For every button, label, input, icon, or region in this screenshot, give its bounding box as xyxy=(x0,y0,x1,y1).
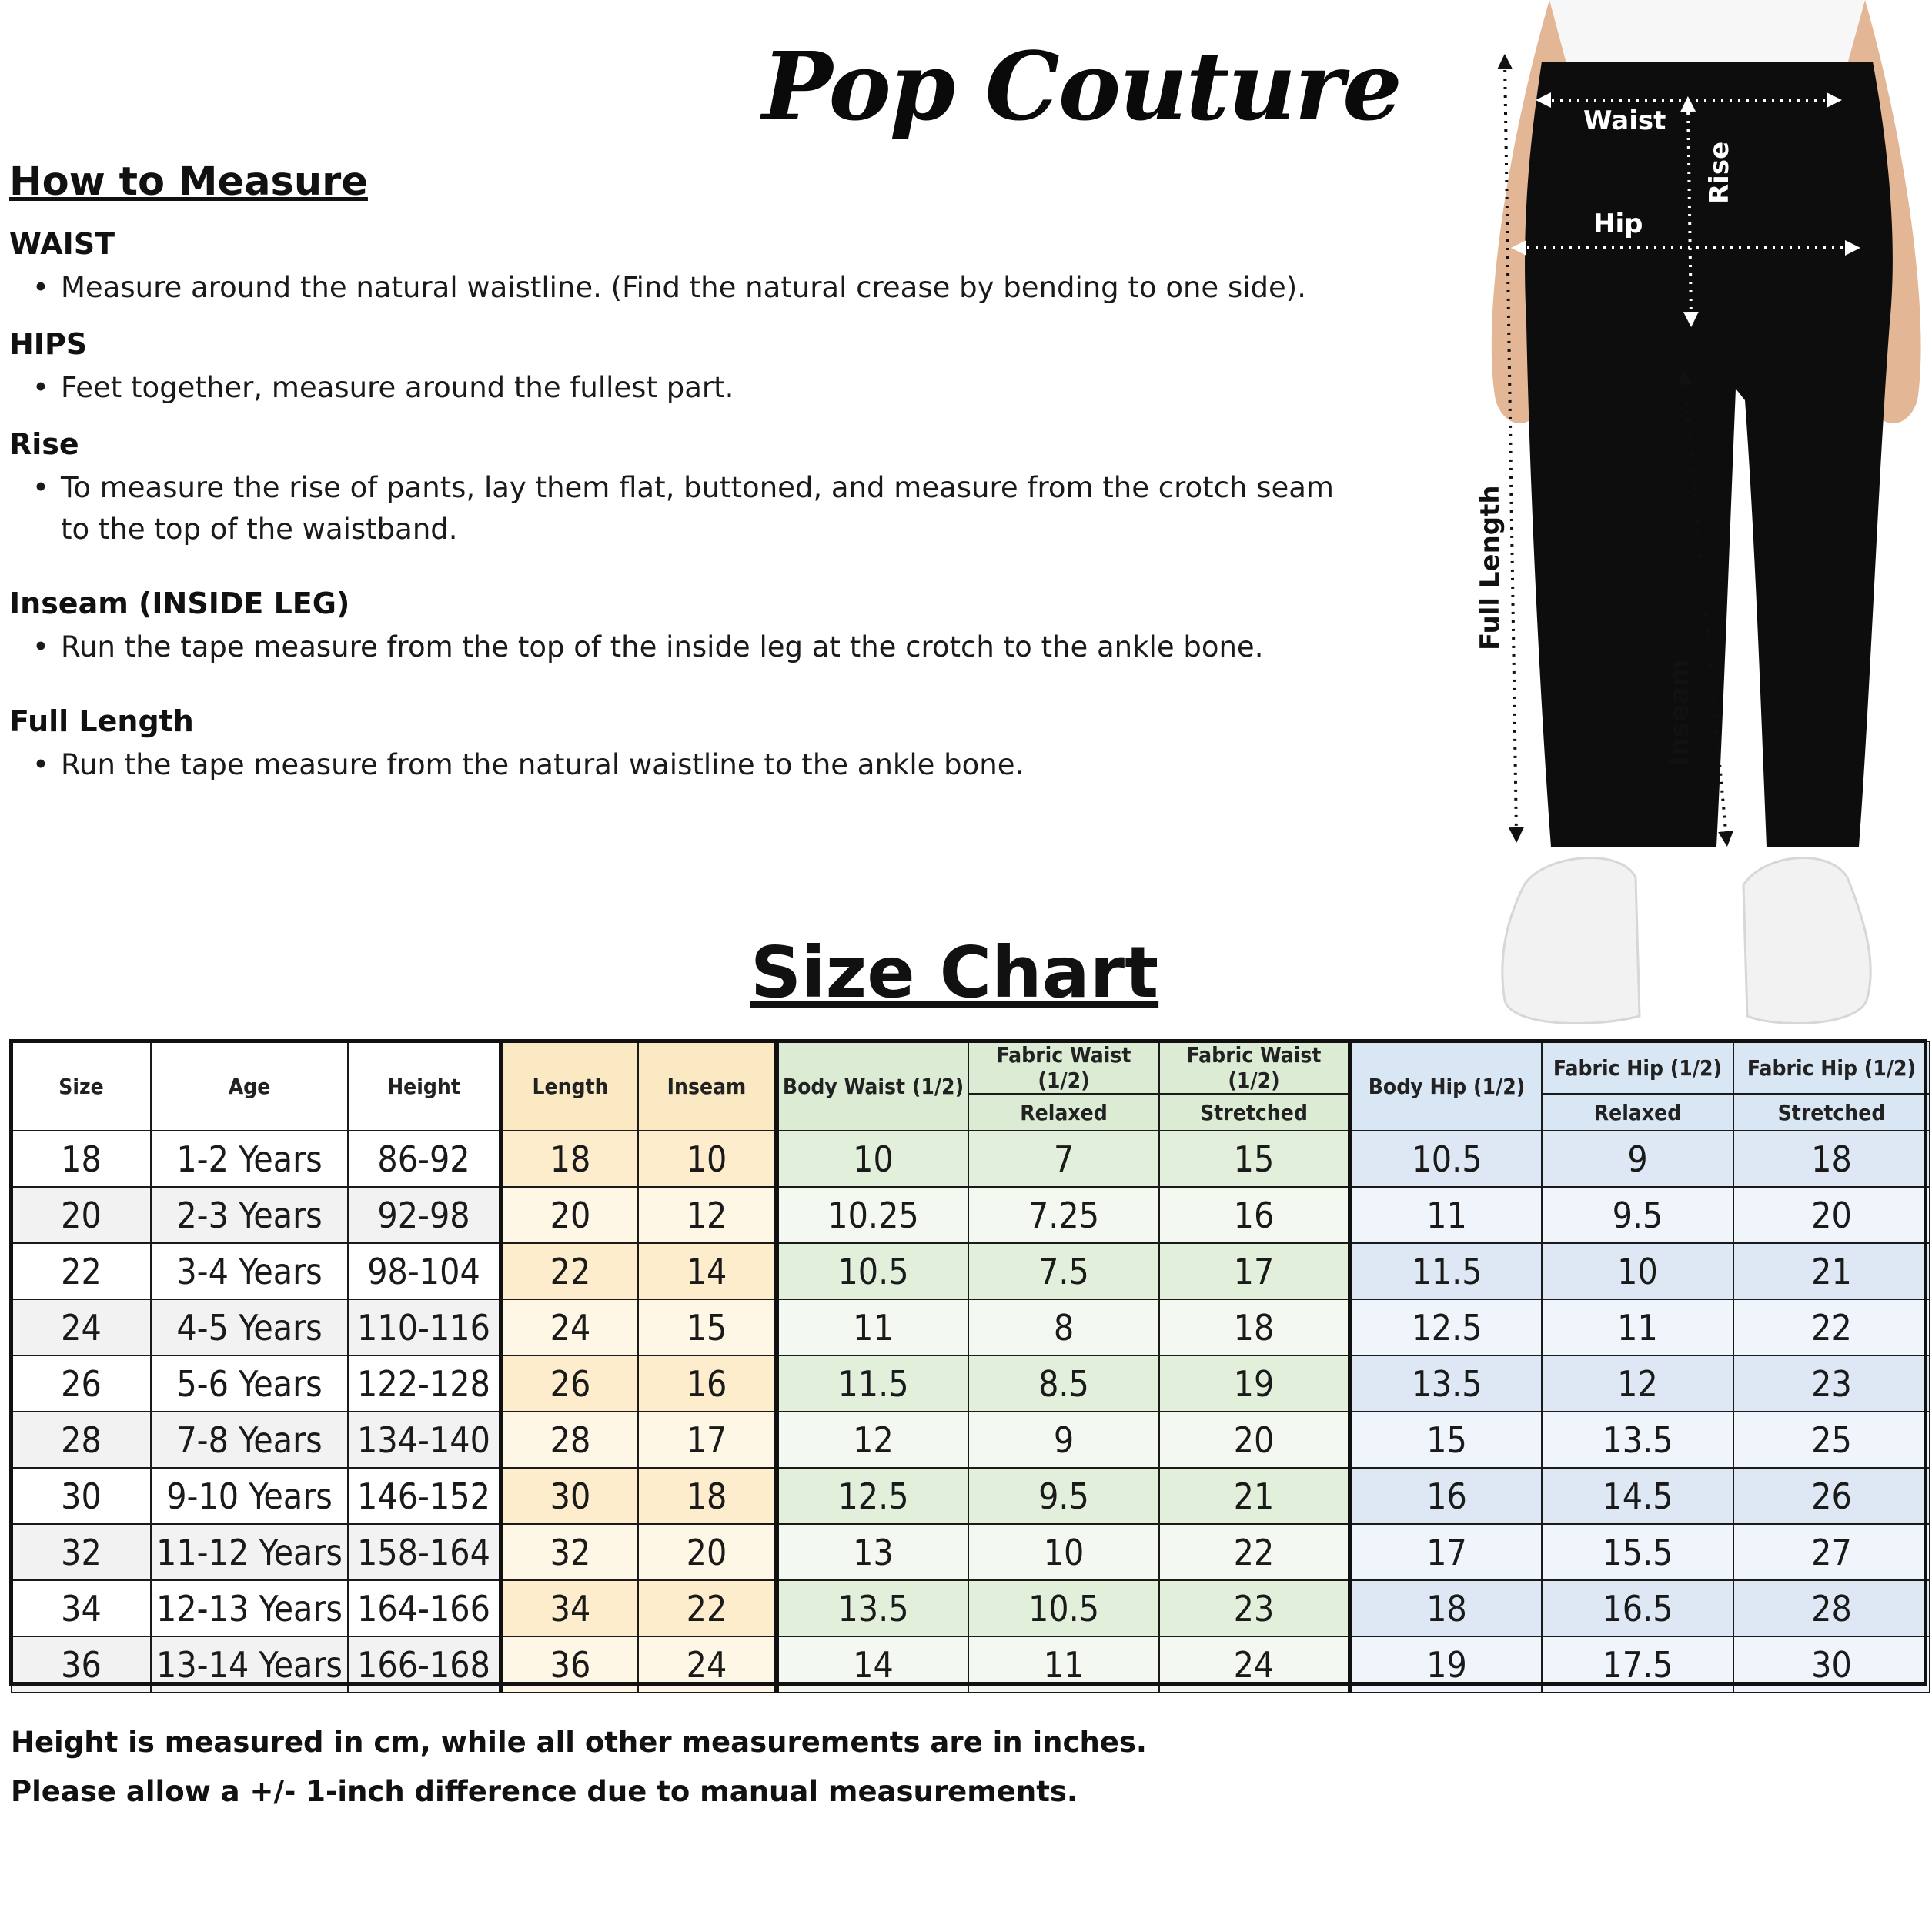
waist-instruction xyxy=(32,267,1306,309)
cell-inseam: 24 xyxy=(638,1636,777,1693)
subheader-relaxed: Relaxed xyxy=(1542,1094,1733,1131)
cell-height: 98-104 xyxy=(348,1243,501,1299)
cell-age: 3-4 Years xyxy=(151,1243,348,1299)
hips-instruction-text: Feet together, measure around the fullest part. xyxy=(61,371,734,404)
cell-length: 24 xyxy=(501,1299,638,1355)
cell-body-waist: 14 xyxy=(777,1636,968,1693)
waist-instruction-text: Measure around the natural waistline. (Find the natural crease by bending to one side). xyxy=(61,271,1306,304)
cell-body-waist: 10.5 xyxy=(777,1243,968,1299)
cell-fabric-hip-stretched: 27 xyxy=(1733,1524,1930,1580)
tolerance-note: Please allow a +/- 1-inch difference due to manual measurements. xyxy=(11,1775,1078,1808)
cell-body-hip: 11.5 xyxy=(1350,1243,1542,1299)
cell-fabric-hip-stretched: 30 xyxy=(1733,1636,1930,1693)
cell-fabric-hip-stretched: 22 xyxy=(1733,1299,1930,1355)
cell-age: 5-6 Years xyxy=(151,1355,348,1412)
bullet-icon: • xyxy=(32,271,49,304)
cell-age: 13-14 Years xyxy=(151,1636,348,1693)
inseam-heading: Inseam (INSIDE LEG) xyxy=(9,587,350,620)
cell-length: 26 xyxy=(501,1355,638,1412)
size-chart-table xyxy=(11,1041,1930,1693)
inseam-instruction-text: Run the tape measure from the top of the inside leg at the crotch to the ankle bone. xyxy=(61,630,1264,663)
cell-length: 18 xyxy=(501,1131,638,1187)
cell-size: 26 xyxy=(12,1355,151,1412)
cell-fabric-hip-relaxed: 14.5 xyxy=(1542,1468,1733,1524)
table-row xyxy=(12,1243,1930,1299)
header-height: Height xyxy=(348,1041,501,1131)
cell-body-waist: 12 xyxy=(777,1412,968,1468)
cell-fabric-hip-relaxed: 9 xyxy=(1542,1131,1733,1187)
cell-age: 4-5 Years xyxy=(151,1299,348,1355)
cell-fabric-hip-stretched: 21 xyxy=(1733,1243,1930,1299)
cell-size: 28 xyxy=(12,1412,151,1468)
cell-inseam: 15 xyxy=(638,1299,777,1355)
cell-inseam: 16 xyxy=(638,1355,777,1412)
cell-body-hip: 16 xyxy=(1350,1468,1542,1524)
header-fabric-hip-relaxed: Fabric Hip (1/2) xyxy=(1542,1041,1733,1094)
cell-size: 20 xyxy=(12,1187,151,1243)
table-row xyxy=(12,1636,1930,1693)
cell-size: 22 xyxy=(12,1243,151,1299)
table-row xyxy=(12,1524,1930,1580)
cell-length: 20 xyxy=(501,1187,638,1243)
cell-fabric-waist-stretched: 23 xyxy=(1159,1580,1350,1636)
how-to-measure-title: How to Measure xyxy=(9,159,368,205)
cell-inseam: 22 xyxy=(638,1580,777,1636)
cell-fabric-hip-relaxed: 13.5 xyxy=(1542,1412,1733,1468)
size-chart-title: Size Chart xyxy=(750,931,1159,1014)
cell-age: 2-3 Years xyxy=(151,1187,348,1243)
cell-inseam: 12 xyxy=(638,1187,777,1243)
cell-size: 24 xyxy=(12,1299,151,1355)
cell-height: 122-128 xyxy=(348,1355,501,1412)
cell-fabric-hip-stretched: 26 xyxy=(1733,1468,1930,1524)
cell-height: 158-164 xyxy=(348,1524,501,1580)
full-length-heading: Full Length xyxy=(9,704,194,738)
cell-body-hip: 17 xyxy=(1350,1524,1542,1580)
cell-fabric-waist-relaxed: 7.5 xyxy=(968,1243,1159,1299)
table-row xyxy=(12,1299,1930,1355)
cell-age: 11-12 Years xyxy=(151,1524,348,1580)
cell-fabric-hip-stretched: 23 xyxy=(1733,1355,1930,1412)
cell-body-waist: 13 xyxy=(777,1524,968,1580)
header-age: Age xyxy=(151,1041,348,1131)
cell-height: 110-116 xyxy=(348,1299,501,1355)
table-row xyxy=(12,1468,1930,1524)
rise-instruction-line-2: to the top of the waistband. xyxy=(61,513,458,546)
rise-heading: Rise xyxy=(9,427,79,461)
table-row xyxy=(12,1355,1930,1412)
rise-label: Rise xyxy=(1704,141,1735,204)
cell-length: 32 xyxy=(501,1524,638,1580)
cell-fabric-hip-relaxed: 17.5 xyxy=(1542,1636,1733,1693)
cell-age: 7-8 Years xyxy=(151,1412,348,1468)
bullet-icon: • xyxy=(32,371,49,404)
header-fabric-waist-relaxed: Fabric Waist (1/2) xyxy=(968,1041,1159,1094)
cell-size: 32 xyxy=(12,1524,151,1580)
inseam-label: Inseam xyxy=(1664,659,1695,766)
cell-length: 34 xyxy=(501,1580,638,1636)
cell-body-hip: 15 xyxy=(1350,1412,1542,1468)
header-size: Size xyxy=(12,1041,151,1131)
leggings-measurement-diagram xyxy=(1459,0,1932,1031)
cell-body-hip: 11 xyxy=(1350,1187,1542,1243)
cell-fabric-hip-relaxed: 16.5 xyxy=(1542,1580,1733,1636)
hips-instruction xyxy=(32,367,734,409)
cell-inseam: 20 xyxy=(638,1524,777,1580)
cell-height: 166-168 xyxy=(348,1636,501,1693)
table-row xyxy=(12,1131,1930,1187)
cell-fabric-waist-relaxed: 7 xyxy=(968,1131,1159,1187)
cell-fabric-hip-stretched: 18 xyxy=(1733,1131,1930,1187)
bullet-icon: • xyxy=(32,471,49,504)
table-row xyxy=(12,1580,1930,1636)
header-fabric-hip-stretched: Fabric Hip (1/2) xyxy=(1733,1041,1930,1094)
cell-length: 28 xyxy=(501,1412,638,1468)
cell-fabric-waist-relaxed: 11 xyxy=(968,1636,1159,1693)
cell-fabric-hip-relaxed: 15.5 xyxy=(1542,1524,1733,1580)
cell-fabric-hip-relaxed: 9.5 xyxy=(1542,1187,1733,1243)
cell-fabric-waist-relaxed: 10.5 xyxy=(968,1580,1159,1636)
cell-inseam: 18 xyxy=(638,1468,777,1524)
inseam-instruction xyxy=(32,627,1263,668)
cell-fabric-waist-stretched: 18 xyxy=(1159,1299,1350,1355)
cell-fabric-waist-stretched: 16 xyxy=(1159,1187,1350,1243)
cell-fabric-hip-relaxed: 11 xyxy=(1542,1299,1733,1355)
subheader-stretched: Stretched xyxy=(1159,1094,1350,1131)
full-length-instruction xyxy=(32,744,1024,786)
size-chart-body xyxy=(12,1131,1930,1693)
full-length-instruction-text: Run the tape measure from the natural waistline to the ankle bone. xyxy=(61,748,1024,781)
cell-size: 36 xyxy=(12,1636,151,1693)
rise-instruction xyxy=(32,467,1334,550)
cell-size: 18 xyxy=(12,1131,151,1187)
header-inseam: Inseam xyxy=(638,1041,777,1131)
rise-instruction-line-1: To measure the rise of pants, lay them flat, buttoned, and measure from the crotch seam xyxy=(61,471,1334,504)
cell-fabric-waist-relaxed: 9.5 xyxy=(968,1468,1159,1524)
hip-label: Hip xyxy=(1593,209,1643,239)
cell-inseam: 14 xyxy=(638,1243,777,1299)
cell-fabric-hip-stretched: 28 xyxy=(1733,1580,1930,1636)
cell-fabric-hip-stretched: 25 xyxy=(1733,1412,1930,1468)
cell-size: 30 xyxy=(12,1468,151,1524)
header-body-hip: Body Hip (1/2) xyxy=(1350,1041,1542,1131)
cell-body-hip: 19 xyxy=(1350,1636,1542,1693)
cell-length: 36 xyxy=(501,1636,638,1693)
cell-body-hip: 18 xyxy=(1350,1580,1542,1636)
cell-fabric-waist-stretched: 24 xyxy=(1159,1636,1350,1693)
hips-heading: HIPS xyxy=(9,327,88,361)
brand-logo: Pop Couture xyxy=(762,31,1401,142)
table-row xyxy=(12,1187,1930,1243)
cell-body-waist: 11.5 xyxy=(777,1355,968,1412)
subheader-stretched: Stretched xyxy=(1733,1094,1930,1131)
cell-length: 22 xyxy=(501,1243,638,1299)
cell-body-waist: 10 xyxy=(777,1131,968,1187)
cell-height: 164-166 xyxy=(348,1580,501,1636)
cell-fabric-hip-relaxed: 10 xyxy=(1542,1243,1733,1299)
cell-fabric-waist-stretched: 17 xyxy=(1159,1243,1350,1299)
cell-fabric-hip-stretched: 20 xyxy=(1733,1187,1930,1243)
cell-fabric-waist-relaxed: 9 xyxy=(968,1412,1159,1468)
cell-body-hip: 12.5 xyxy=(1350,1299,1542,1355)
cell-body-hip: 13.5 xyxy=(1350,1355,1542,1412)
cell-fabric-waist-relaxed: 8.5 xyxy=(968,1355,1159,1412)
cell-fabric-waist-relaxed: 10 xyxy=(968,1524,1159,1580)
cell-fabric-waist-stretched: 21 xyxy=(1159,1468,1350,1524)
cell-age: 12-13 Years xyxy=(151,1580,348,1636)
cell-fabric-waist-relaxed: 7.25 xyxy=(968,1187,1159,1243)
cell-height: 146-152 xyxy=(348,1468,501,1524)
cell-inseam: 10 xyxy=(638,1131,777,1187)
bullet-icon: • xyxy=(32,630,49,663)
cell-fabric-hip-relaxed: 12 xyxy=(1542,1355,1733,1412)
cell-body-waist: 12.5 xyxy=(777,1468,968,1524)
table-row xyxy=(12,1412,1930,1468)
cell-fabric-waist-stretched: 20 xyxy=(1159,1412,1350,1468)
cell-size: 34 xyxy=(12,1580,151,1636)
cell-age: 9-10 Years xyxy=(151,1468,348,1524)
cell-fabric-waist-stretched: 15 xyxy=(1159,1131,1350,1187)
waist-label: Waist xyxy=(1583,105,1666,136)
subheader-relaxed: Relaxed xyxy=(968,1094,1159,1131)
cell-fabric-waist-stretched: 22 xyxy=(1159,1524,1350,1580)
cell-fabric-waist-relaxed: 8 xyxy=(968,1299,1159,1355)
cell-height: 134-140 xyxy=(348,1412,501,1468)
cell-age: 1-2 Years xyxy=(151,1131,348,1187)
cell-height: 86-92 xyxy=(348,1131,501,1187)
header-length: Length xyxy=(501,1041,638,1131)
header-fabric-waist-stretched: Fabric Waist (1/2) xyxy=(1159,1041,1350,1094)
units-note: Height is measured in cm, while all other measurements are in inches. xyxy=(11,1726,1147,1759)
cell-fabric-waist-stretched: 19 xyxy=(1159,1355,1350,1412)
cell-length: 30 xyxy=(501,1468,638,1524)
header-body-waist: Body Waist (1/2) xyxy=(777,1041,968,1131)
full-length-label: Full Length xyxy=(1475,485,1506,650)
cell-body-waist: 11 xyxy=(777,1299,968,1355)
bullet-icon: • xyxy=(32,748,49,781)
cell-inseam: 17 xyxy=(638,1412,777,1468)
cell-body-hip: 10.5 xyxy=(1350,1131,1542,1187)
cell-body-waist: 10.25 xyxy=(777,1187,968,1243)
waist-heading: WAIST xyxy=(9,227,115,261)
cell-body-waist: 13.5 xyxy=(777,1580,968,1636)
cell-height: 92-98 xyxy=(348,1187,501,1243)
